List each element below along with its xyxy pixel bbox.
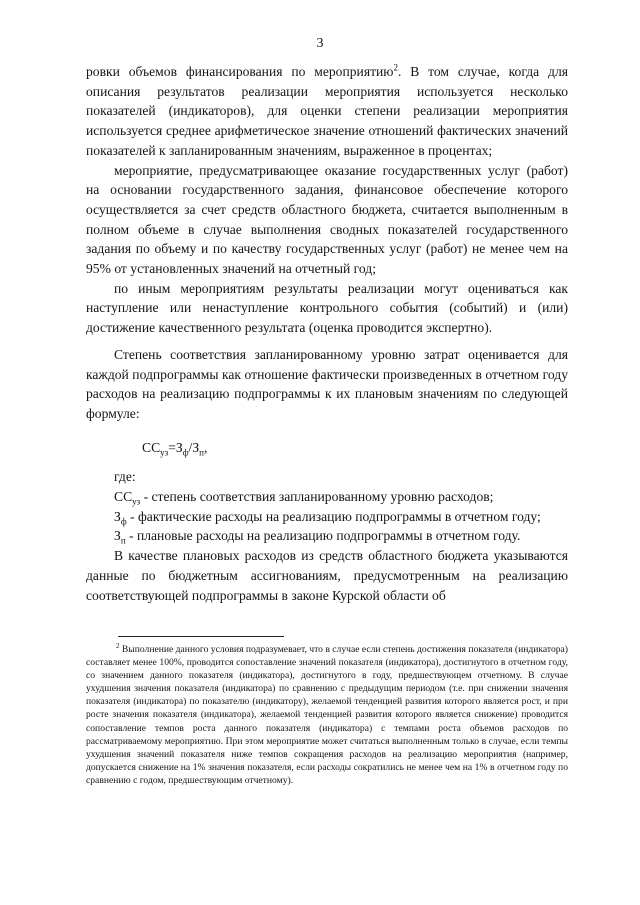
definition-z-plan xyxy=(86,526,568,546)
footnote-mark: 2 xyxy=(116,641,120,650)
formula xyxy=(86,438,568,458)
paragraph-1-start: ровки объемов финансирования по мероприятию xyxy=(86,64,394,79)
definition-z-plan-sub: п xyxy=(120,536,126,547)
definition-z-actual xyxy=(86,507,568,527)
formula-z-plan: З xyxy=(192,439,200,455)
definition-ss-text: - степень соответствия запланированному уровню расходов; xyxy=(140,489,494,505)
definition-z-plan-text: - плановые расходы на реализацию подпрограммы в отчетном году. xyxy=(125,528,521,544)
document-body xyxy=(86,62,568,605)
paragraph-4: Степень соответствия запланированному уровню затрат оценивается для каждой подпрограммы как отношение фактически произведенных в отчетном году расходов на реализацию подпрограммы к их плановым значениям по следующей формуле: xyxy=(86,346,568,421)
definition-ss-symbol: СС xyxy=(114,489,133,505)
definition-z-actual-symbol: З xyxy=(114,508,121,524)
paragraph-2: мероприятие, предусматривающее оказание государственных услуг (работ) на основании государственного задания, финансовое обеспечение которого осуществляется за счет средств областного бюджета, считается выполненным в полном объеме в случае выполнения сводных показателей государственного задания по объему и по качеству государственных услуг (работ) не менее чем на 95% от установленных значений на отчетный год; xyxy=(86,162,568,277)
where-label: где: xyxy=(114,469,136,485)
footnote-divider xyxy=(118,636,284,637)
definition-ss-sub: уз xyxy=(132,496,141,507)
definition-z-actual-text: - фактические расходы на реализацию подпрограммы в отчетном году; xyxy=(126,508,541,524)
paragraph-5: В качестве плановых расходов из средств областного бюджета указываются данные по бюджетным ассигнованиям, предусмотренным на реализацию соответствующей подпрограммы в законе Курской области об xyxy=(86,548,568,603)
formula-divide: / xyxy=(188,439,193,455)
footnote-text xyxy=(86,643,568,787)
footnote-body: Выполнение данного условия подразумевает, что в случае если степень достижения показателя (индикатора) составляет менее 100%, проводится сопоставление значений показателя (индикатора), достигнутого в отчетном году, со значением данного показателя (индикатора), достигнутого в году, предшествующем отчетному. В случае ухудшения значения показателя (индикатора) по сравнению с предыдущим периодом (т.е. при снижении значения показателя (индикатора) по показателю (индикатору), желаемой тенденцией развития которого является рост, и при росте значения показателя (индикатора), желаемой тенденцией развития которого является снижение) проводится сопоставление темпов роста данного показателя (индикатора) с темпами роста объемов расходов по рассматриваемому мероприятию. При этом мероприятие может считаться выполненным только в случае, если темпы ухудшения значений показателя ниже темпов сокращения расходов на реализацию мероприятия (например, допускается снижение на 1% значения показателя, если расходы сократились не менее чем на 1% в отчетном году по сравнению с годом, предшествующим отчетному). xyxy=(86,644,568,786)
formula-z-actual: З xyxy=(175,439,183,455)
footnote-reference[interactable]: 2 xyxy=(393,62,398,73)
page-number: 3 xyxy=(316,36,324,51)
definition-z-plan-symbol: З xyxy=(114,528,121,544)
formula-comma: , xyxy=(203,439,208,455)
formula-ss: СС xyxy=(142,439,161,455)
paragraph-3: по иным мероприятиям результаты реализации могут оцениваться как наступление или ненаступление контрольного события (событий) и (или) достижение качественного результата (оценка проводится экспертно). xyxy=(86,280,568,336)
definition-z-actual-sub: ф xyxy=(120,516,127,527)
paragraph-1-rest: . В том случае, когда для описания результатов реализации мероприятия используется несколько показателей (индикаторов), для оценки степени реализации мероприятия используется среднее арифметическое значение отношений фактических значений показателей к запланированным значениям, выраженное в процентах; xyxy=(86,64,568,158)
formula-ss-sub: уз xyxy=(160,447,169,458)
formula-z-plan-sub: п xyxy=(199,447,204,458)
formula-equals: = xyxy=(168,439,176,455)
definition-ss xyxy=(86,487,568,507)
formula-z-actual-sub: ф xyxy=(182,447,189,458)
paragraph-1 xyxy=(86,62,568,161)
footnote xyxy=(86,643,568,787)
